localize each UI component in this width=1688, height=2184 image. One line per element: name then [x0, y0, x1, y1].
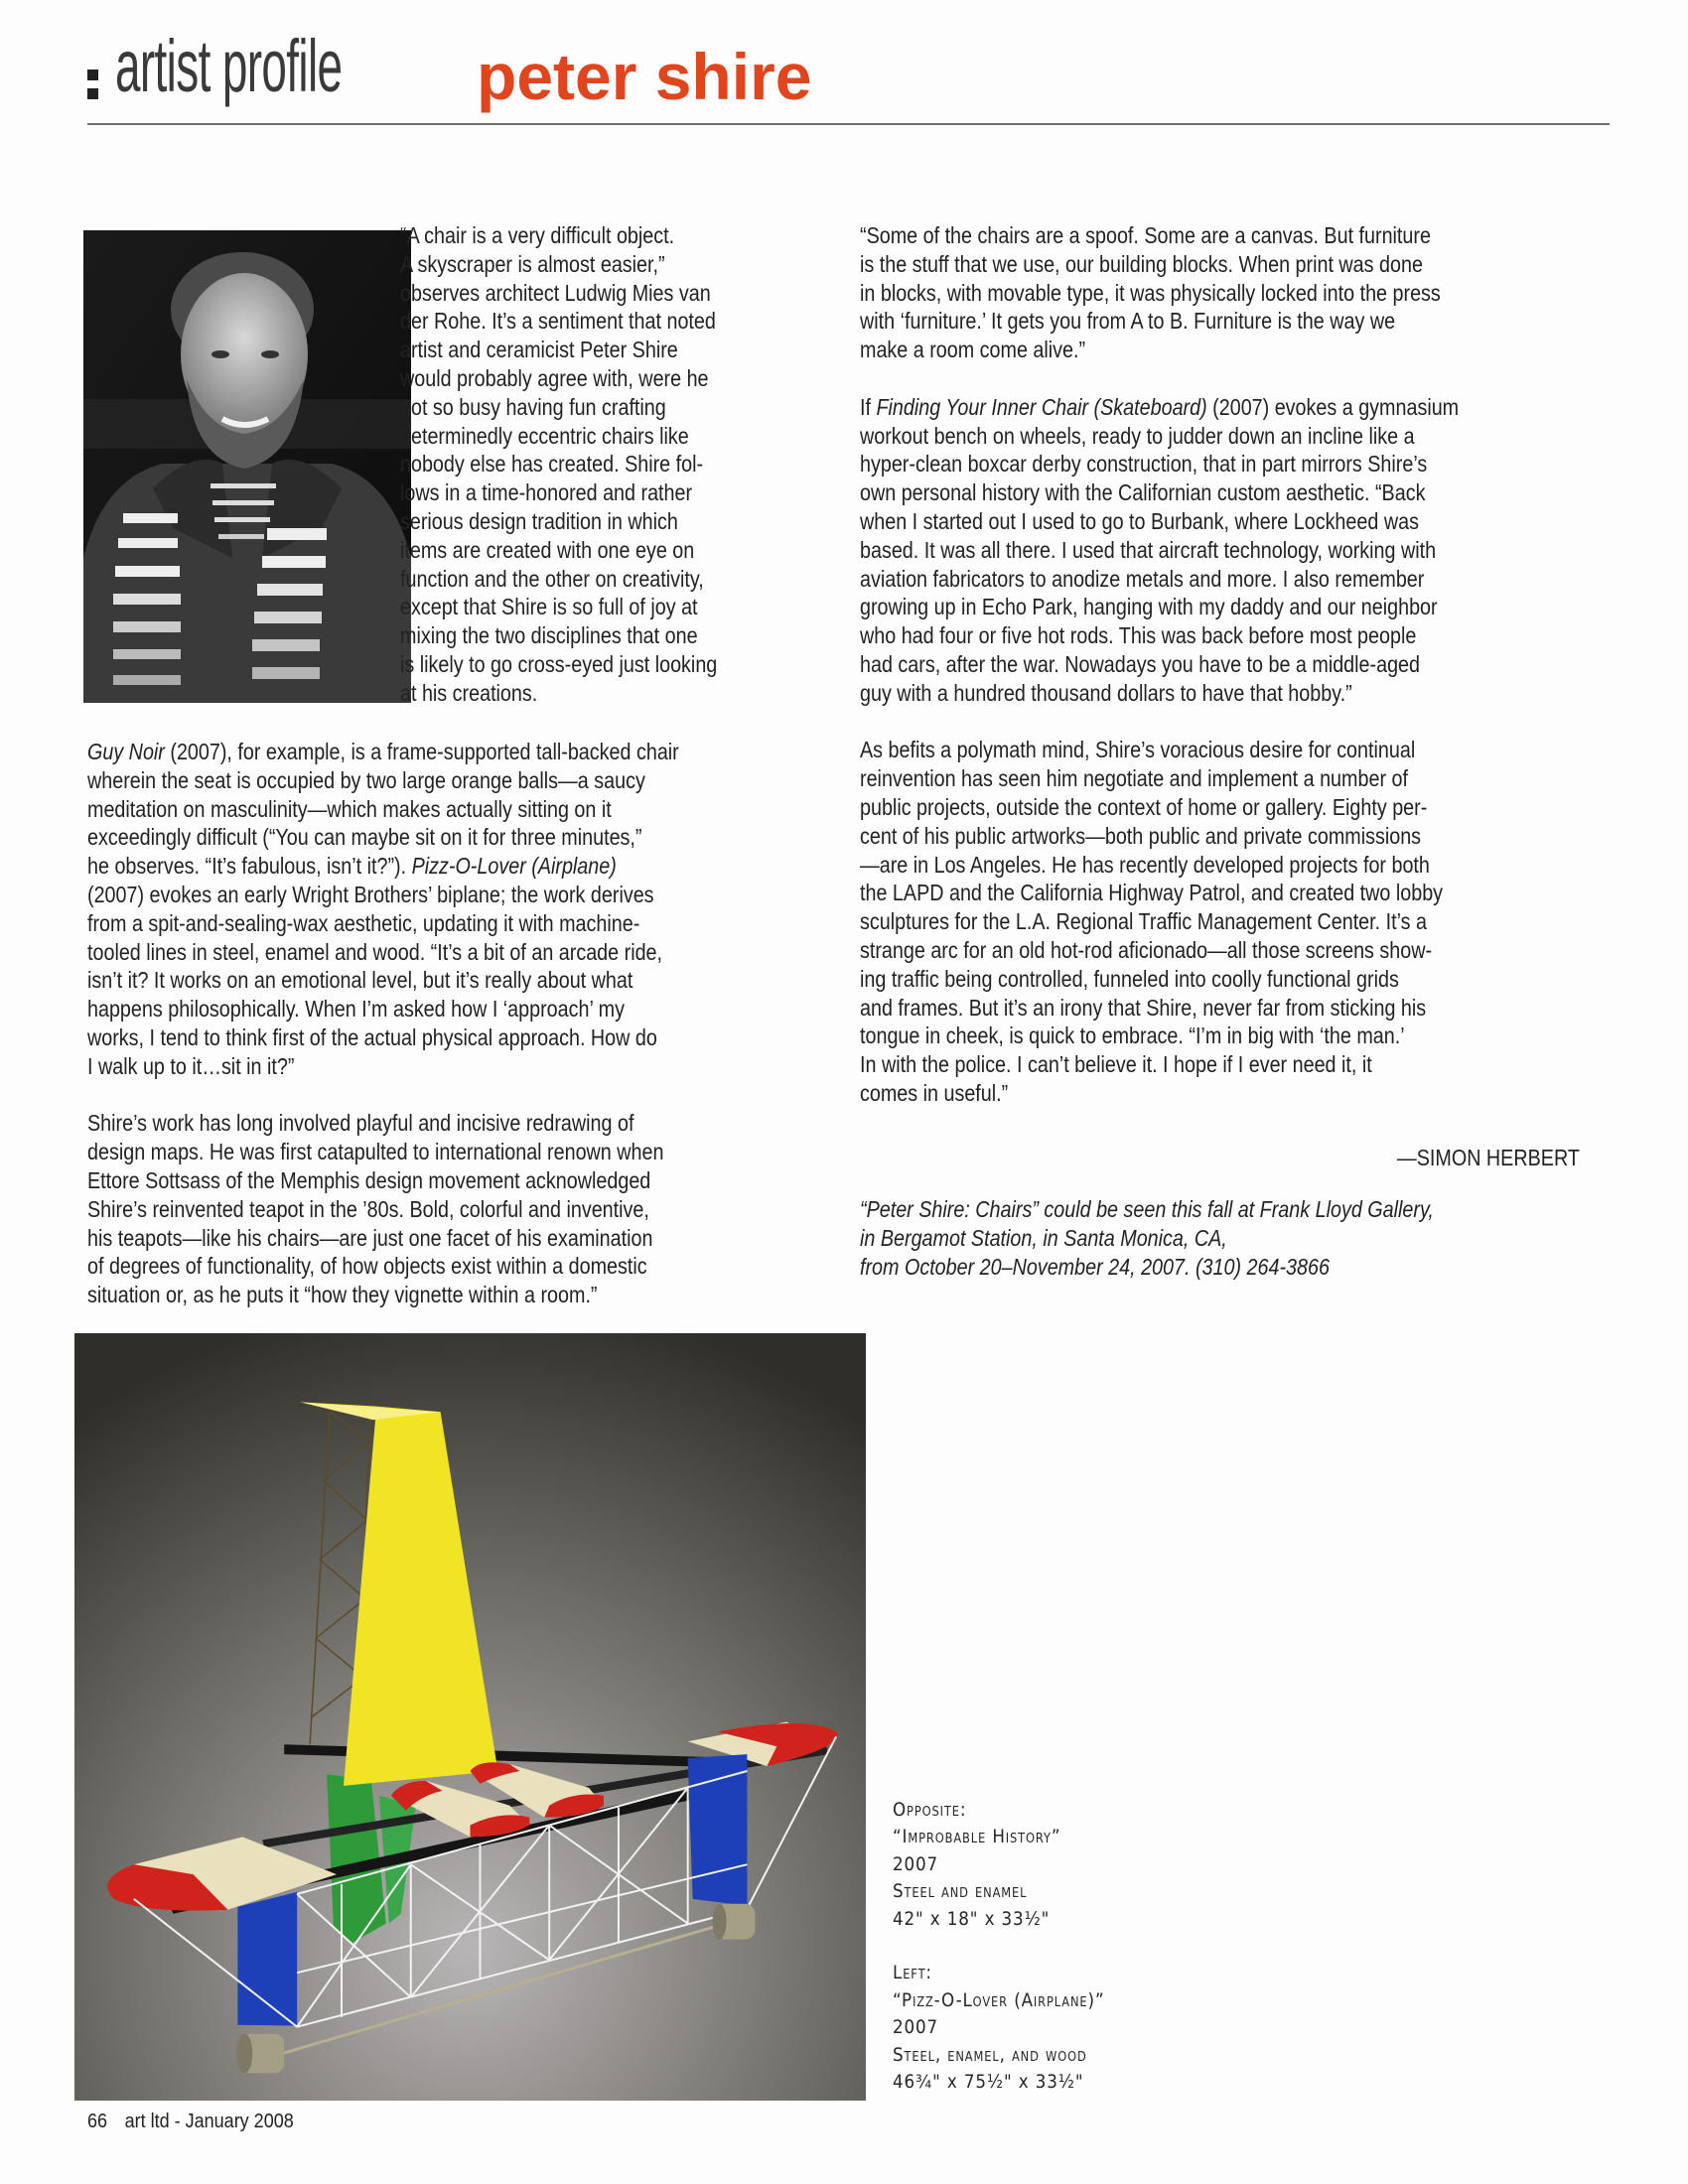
text-line: not so busy having fun crafting	[400, 393, 666, 420]
page-number: 66	[87, 2111, 108, 2132]
text-line: guy with a hundred thousand dollars to have that hobby.”	[860, 679, 1352, 706]
text-line: lows in a time-honored and rather	[400, 479, 693, 506]
caption-opposite-title: “Improbable History”	[893, 1826, 1061, 1848]
text-line	[860, 393, 1459, 422]
text-line: based. It was all there. I used that aircraft technology, working with	[860, 536, 1437, 563]
left-column	[87, 738, 679, 1309]
text-line: in Bergamot Station, in Santa Monica, CA,	[860, 1224, 1227, 1251]
caption-opposite-label: Opposite:	[893, 1799, 967, 1821]
text-line: public projects, outside the context of home or gallery. Eighty per-	[860, 793, 1428, 820]
text-line: with ‘furniture.’ It gets you from A to B. Furniture is the way we	[860, 308, 1396, 335]
text-line: exceedingly difficult (“You can maybe sit on it for three minutes,”	[87, 824, 642, 851]
text-line	[87, 852, 679, 881]
text-line: nobody else has created. Shire fol-	[400, 451, 704, 478]
text-line: from a spit-and-sealing-wax aesthetic, updating it with machine-	[87, 909, 640, 936]
text-line: wherein the seat is occupied by two large orange balls—a saucy	[87, 766, 645, 793]
text-line: Shire’s reinvented teapot in the ’80s. Bold, colorful and inventive,	[87, 1195, 649, 1222]
text-line: make a room come alive.”	[860, 337, 1086, 363]
text-line: in blocks, with movable type, it was physically locked into the press	[860, 279, 1441, 306]
blue-panel-left	[237, 1892, 297, 2026]
text-line: der Rohe. It’s a sentiment that noted	[400, 308, 716, 335]
text-span: If	[860, 393, 877, 420]
artwork-title-pizz-o-lover: Pizz-O-Lover (Airplane)	[411, 853, 617, 880]
text-line: the LAPD and the California Highway Patrol, and created two lobby	[860, 880, 1444, 906]
text-line: —are in Los Angeles. He has recently developed projects for both	[860, 851, 1430, 878]
caption-left-year: 2007	[893, 2016, 939, 2039]
text-line: determinedly eccentric chairs like	[400, 422, 689, 449]
text-line: from October 20–November 24, 2007. (310) 264-3866	[860, 1253, 1330, 1280]
public-works-paragraph	[860, 736, 1459, 1107]
text-line: growing up in Echo Park, hanging with my daddy and our neighbor	[860, 594, 1438, 620]
text-line: I walk up to it…sit in it?”	[87, 1052, 295, 1079]
exhibition-note	[860, 1195, 1434, 1281]
text-line: tongue in cheek, is quick to embrace. “I’m in big with ‘the man.’	[860, 1023, 1405, 1049]
text-line: workout bench on wheels, ready to judder down an incline like a	[860, 422, 1415, 449]
portrait-illustration	[83, 230, 411, 703]
text-line: situation or, as he puts it “how they vignette within a room.”	[87, 1282, 598, 1308]
text-line: (2007) evokes an early Wright Brothers’ biplane; the work derives	[87, 881, 654, 907]
text-span: (2007) evokes a gymnasium	[1206, 393, 1460, 420]
publication-info: art ltd - January 2008	[124, 2111, 294, 2132]
page-footer	[87, 2111, 294, 2133]
sculpture-photo-pizz-o-lover	[74, 1333, 866, 2101]
text-line: meditation on masculinity—which makes actually sitting on it	[87, 795, 612, 822]
photo-caption	[893, 1797, 1104, 2096]
artwork-title-skateboard: Finding Your Inner Chair (Skateboard)	[876, 393, 1207, 420]
caption-left-label: Left:	[893, 1962, 932, 1984]
text-line: comes in useful.”	[860, 1079, 1009, 1106]
memphis-paragraph	[87, 1109, 679, 1309]
text-line: except that Shire is so full of joy at	[400, 594, 698, 620]
right-column	[860, 221, 1459, 1108]
guy-noir-paragraph	[87, 738, 679, 1081]
artist-portrait-photo	[83, 230, 411, 703]
text-line: A skyscraper is almost easier,”	[400, 250, 665, 277]
text-line: observes architect Ludwig Mies van	[400, 279, 711, 306]
text-line: “Peter Shire: Chairs” could be seen this fall at Frank Lloyd Gallery,	[860, 1196, 1434, 1222]
blue-panel-right	[688, 1754, 748, 1906]
caption-left-title: “Pizz-O-Lover (Airplane)”	[893, 1988, 1105, 2011]
text-line: function and the other on creativity,	[400, 565, 704, 592]
text-line: As befits a polymath mind, Shire’s voracious desire for continual	[860, 737, 1416, 763]
text-line: reinvention has seen him negotiate and implement a number of	[860, 765, 1408, 792]
text-line: “Some of the chairs are a spoof. Some are a canvas. But furniture	[860, 222, 1431, 248]
colon-square-bullet-icon	[87, 69, 99, 101]
caption-opposite-year: 2007	[893, 1852, 939, 1875]
text-span: he observes. “It’s fabulous, isn’t it?”).	[87, 853, 412, 880]
text-line: who had four or five hot rods. This was back before most people	[860, 622, 1417, 649]
text-line: strange arc for an old hot-rod aficionado—all those screens show-	[860, 936, 1433, 963]
caption-opposite-dimensions: 42" x 18" x 33½"	[893, 1907, 1051, 1930]
text-line: had cars, after the war. Nowadays you have to be a middle-aged	[860, 650, 1421, 677]
text-line: sculptures for the L.A. Regional Traffic Management Center. It’s a	[860, 908, 1427, 935]
text-line: when I started out I used to go to Burbank, where Lockheed was	[860, 507, 1419, 534]
text-line: own personal history with the Californian custom aesthetic. “Back	[860, 479, 1426, 506]
sculpture-illustration	[74, 1333, 866, 2101]
text-line: is the stuff that we use, our building blocks. When print was done	[860, 250, 1423, 277]
text-line: mixing the two disciplines that one	[400, 622, 698, 649]
author-byline: —SIMON HERBERT	[1397, 1145, 1580, 1170]
caption-left-dimensions: 46¾" x 75½" x 33½"	[893, 2071, 1084, 2094]
text-line: Shire’s work has long involved playful and incisive redrawing of	[87, 1110, 634, 1137]
text-line	[87, 738, 679, 766]
text-line: aviation fabricators to anodize metals and more. I also remember	[860, 565, 1425, 592]
text-line: Ettore Sottsass of the Memphis design movement acknowledged	[87, 1166, 651, 1193]
text-line: In with the police. I can’t believe it. I hope if I ever need it, it	[860, 1051, 1372, 1078]
skateboard-paragraph	[860, 393, 1459, 708]
section-title-text: artist profile	[115, 25, 343, 107]
text-line: “A chair is a very difficult object.	[400, 222, 675, 248]
header-rule	[87, 123, 1610, 125]
text-line: is likely to go cross-eyed just looking	[400, 650, 718, 677]
text-line: would probably agree with, were he	[400, 364, 709, 391]
text-line: isn’t it? It works on an emotional level, but it’s really about what	[87, 967, 633, 994]
caption-opposite-medium: Steel and enamel	[893, 1880, 1028, 1903]
text-line: serious design tradition in which	[400, 507, 678, 534]
text-line: and frames. But it’s an irony that Shire, never far from sticking his	[860, 994, 1427, 1021]
text-line: hyper-clean boxcar derby construction, that in part mirrors Shire’s	[860, 451, 1428, 478]
artwork-title-guy-noir: Guy Noir	[87, 739, 165, 764]
section-title	[115, 25, 343, 107]
text-line: artist and ceramicist Peter Shire	[400, 337, 678, 363]
text-line: ing traffic being controlled, funneled into coolly functional grids	[860, 965, 1399, 992]
text-line: cent of his public artworks—both public and private commissions	[860, 822, 1422, 849]
furniture-quote-paragraph	[860, 221, 1459, 364]
text-line: of degrees of functionality, of how objects exist within a domestic	[87, 1253, 647, 1280]
text-line: his teapots—like his chairs—are just one facet of his examination	[87, 1224, 653, 1251]
text-line: works, I tend to think first of the actual physical approach. How do	[87, 1024, 657, 1050]
text-line: at his creations.	[400, 679, 538, 706]
text-span: (2007), for example, is a frame-supported tall-backed chair	[164, 739, 679, 764]
text-line: items are created with one eye on	[400, 536, 695, 563]
caption-left-medium: Steel, enamel, and wood	[893, 2043, 1087, 2066]
article-title: peter shire	[477, 40, 812, 113]
intro-paragraph	[400, 221, 717, 708]
text-line: tooled lines in steel, enamel and wood. “It’s a bit of an arcade ride,	[87, 938, 663, 965]
text-line: happens philosophically. When I’m asked how I ‘approach’ my	[87, 996, 625, 1023]
text-line: design maps. He was first catapulted to international renown when	[87, 1139, 664, 1165]
